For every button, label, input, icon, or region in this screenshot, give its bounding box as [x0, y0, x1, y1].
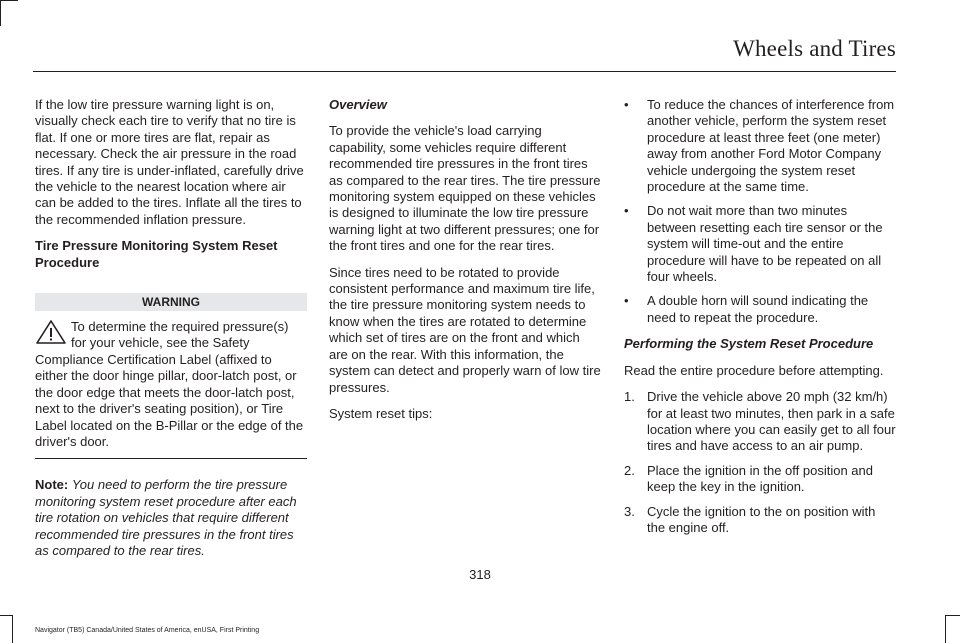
- warning-text: To determine the required pressure(s) for your vehicle, see the Safety Compliance Certification Label (affixed to either the door hinge pillar, door-latch post, or the door edge that meets the door-latch post, next to the driver's seating position), or Tire Label located on the B-Pillar or the edge of the driver's door.: [35, 319, 304, 449]
- rotation-paragraph: Since tires need to be rotated to provide consistent performance and maximum tire life, the tire pressure monitoring system needs to know when the tires are rotated to determine which set of tires are on the front and which are on the rear. With this information, the system can detect and properly warn of low tire pressures.: [329, 264, 601, 395]
- note-label: Note:: [35, 477, 69, 493]
- step-number: 3.: [624, 503, 635, 519]
- step-number: 2.: [624, 462, 635, 478]
- list-item: • To reduce the chances of interference from another vehicle, perform the system reset procedure at least three feet (one meter) away from another Ford Motor Company vehicle undergoing the system reset procedure at the same time.: [624, 97, 895, 195]
- overview-paragraph: To provide the vehicle's load carrying capability, some vehicles require different recommended tire pressures in the front tires as compared to the rear tires. The tire pressure monitoring system equipped on these vehicles is designed to illuminate the low tire pressure warning light at two different pressures; one for the front tires and one for the rear tires.: [329, 123, 601, 254]
- step-item: 3. Cycle the ignition to the on position with the engine off.: [624, 503, 876, 535]
- section-heading: Tire Pressure Monitoring System Reset Procedure: [35, 238, 278, 270]
- bullet-marker: •: [624, 203, 629, 219]
- note-text: You need to perform the tire pressure monitoring system reset procedure after each tire rotation on vehicles that require different recommended tire pressures in the front tires as compared to the rear tires.: [35, 477, 297, 558]
- overview-heading: Overview: [329, 97, 387, 112]
- crop-mark: [0, 0, 1, 26]
- warning-triangle-icon: [35, 319, 67, 345]
- crop-mark: [0, 615, 12, 616]
- column-1: [35, 97, 307, 569]
- title-rule: [33, 71, 896, 72]
- intro-paragraph: If the low tire pressure warning light is on, visually check each tire to verify that no tire is flat. If one or more tires are flat, repair as necessary. Check the air pressure in the road tires. If any tire is under-inflated, carefully drive the vehicle to the nearest location where air can be added to the tires. Inflate all the tires to the recommended inflation pressure.: [35, 97, 304, 227]
- crop-mark: [0, 0, 18, 1]
- page-title: Wheels and Tires: [733, 36, 896, 61]
- warning-rule: [35, 458, 307, 459]
- reset-tips-list: [624, 97, 896, 326]
- procedure-intro: Read the entire procedure before attempting.: [624, 362, 884, 378]
- note: [35, 477, 307, 559]
- step-item: 2. Place the ignition in the off position and keep the key in the ignition.: [624, 462, 873, 495]
- list-item: • A double horn will sound indicating the need to repeat the procedure.: [624, 293, 869, 325]
- crop-mark: [945, 615, 946, 643]
- procedure-heading: Performing the System Reset Procedure: [624, 336, 874, 352]
- list-item: • Do not wait more than two minutes between resetting each tire sensor or the system will time-out and the entire procedure will have to be repeated on all four wheels.: [624, 203, 883, 285]
- bullet-marker: •: [624, 97, 629, 112]
- reset-tips-label: System reset tips:: [329, 405, 433, 421]
- procedure-steps: [624, 389, 896, 536]
- column-2: [329, 97, 601, 432]
- column-3: [624, 97, 896, 544]
- page-number: 318: [469, 567, 491, 582]
- step-item: 1. Drive the vehicle above 20 mph (32 km/h) for at least two minutes, then park in a safe location where you can easily get to all four tires and have access to an air pump.: [624, 389, 896, 454]
- bullet-marker: •: [624, 293, 629, 309]
- footer-text: Navigator (TB5) Canada/United States of America, enUSA, First Printing: [35, 627, 260, 634]
- crop-mark: [12, 615, 13, 643]
- warning-box: [35, 319, 307, 450]
- warning-label: WARNING: [35, 293, 307, 311]
- step-number: 1.: [624, 389, 635, 405]
- crop-mark: [946, 615, 960, 616]
